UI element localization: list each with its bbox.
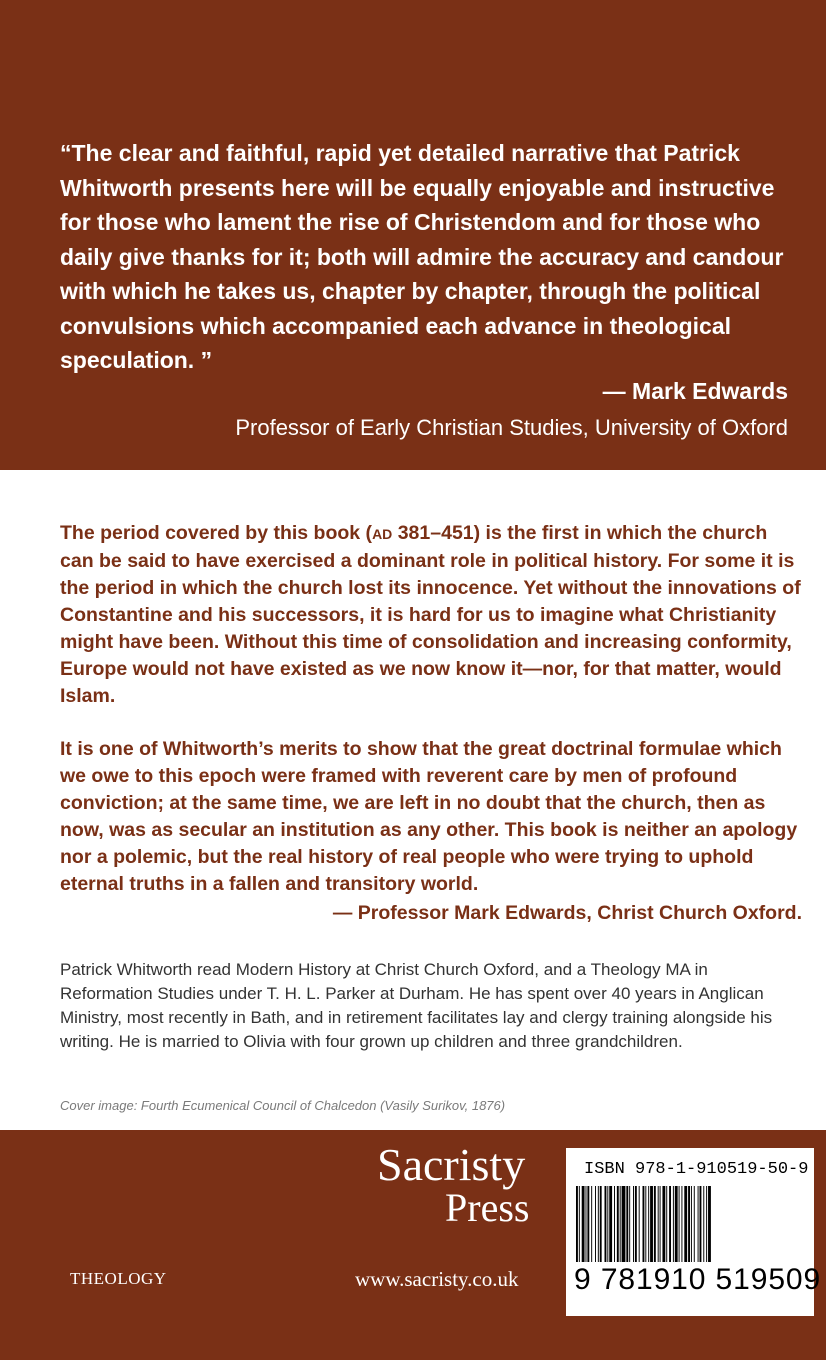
endorsement-quote: “The clear and faithful, rapid yet detailed narrative that Patrick Whitworth presents here will be equally enjoyable and instructive for those who lament the rise of Christendom and for those who daily give thanks for it; both will admire the accuracy and candour with which he takes us, chapter by chapter, through the political convulsions which accompanied each advance in theological speculation. ” bbox=[60, 140, 784, 373]
quote-author: — Mark Edwards bbox=[602, 378, 788, 404]
publisher-logo-press: Press bbox=[445, 1185, 530, 1230]
blurb-p1-rest: 381–451) is the first in which the church can be said to have exercised a dominant role in political history. For some it is the period in which the church lost its innocence. Yet without the innovations of Constantine and his successors, it is hard for us to imagine what Christianity might have been. Without this time of consolidation and increasing conformity, Europe would not have existed as we now know it—nor, for that matter, would Islam. bbox=[60, 522, 801, 707]
publisher-website: www.sacristy.co.uk bbox=[355, 1267, 519, 1291]
barcode-digits: 9 781910 519509 bbox=[574, 1263, 822, 1296]
era-abbreviation: AD bbox=[372, 526, 393, 542]
quote-author-role: Professor of Early Christian Studies, University of Oxford bbox=[235, 415, 788, 440]
isbn-label: ISBN 978-1-910519-50-9 bbox=[584, 1160, 809, 1179]
blurb-paragraph-2: It is one of Whitworth’s merits to show that the great doctrinal formulae which we owe to this epoch were framed with reverent care by men of profound conviction; at the same time, we are left in no doubt that the church, then as now, was as secular an institution as any other. This book is neither an apology nor a polemic, but the real history of real people who were trying to uphold eternal truths in a fallen and transitory world. bbox=[60, 738, 798, 895]
blurb-paragraph-1 bbox=[60, 520, 805, 710]
blurb-p1-start: The period covered by this book ( bbox=[60, 522, 373, 544]
author-bio: Patrick Whitworth read Modern History at Christ Church Oxford, and a Theology MA in Reformation Studies under T. H. L. Parker at Durham. He has spent over 40 years in Anglican Ministry, most recently in Bath, and in retirement facilitates lay and clergy training alongside his writing. He is married to Olivia with four grown up children and three grandchildren. bbox=[60, 960, 773, 1051]
subject-category: THEOLOGY bbox=[70, 1269, 167, 1288]
blurb-attribution: — Professor Mark Edwards, Christ Church Oxford. bbox=[332, 902, 802, 924]
quote-band bbox=[0, 0, 826, 470]
cover-image-credit: Cover image: Fourth Ecumenical Council of Chalcedon (Vasily Surikov, 1876) bbox=[60, 1098, 506, 1113]
barcode-bars bbox=[574, 1186, 806, 1262]
barcode-panel bbox=[566, 1148, 822, 1316]
publisher-logo-sacristy: Sacristy bbox=[377, 1139, 526, 1190]
publisher-band bbox=[0, 1130, 826, 1360]
